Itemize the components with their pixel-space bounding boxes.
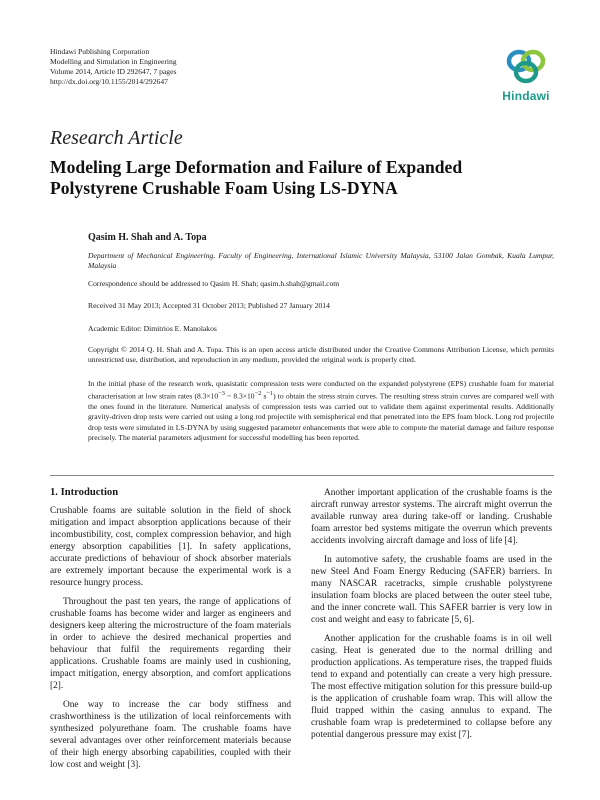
authors: Qasim H. Shah and A. Topa — [88, 232, 207, 243]
journal-header — [50, 47, 310, 87]
section-divider — [50, 475, 554, 476]
body-column-right — [311, 487, 552, 741]
abstract-text-end: ) to obtain the stress strain curves. The resulting stress strain curves are compared well with the ones found in the literature. Numerical analysis of compression tests was carried out to validate them against experimental results. Additionally gravity-driven drop tests were carried out using a long rod projectile with semispherical end that penetrated into the EPS foam block. Long rod projectile drop tests were simulated in LS-DYNA by using suggested parameter enhancements that were able to compute the material damage and failure response precisely. The material parameters adjustment for successful modelling has been reported. — [88, 391, 554, 442]
academic-editor: Academic Editor: Dimitrios E. Manolakos — [88, 324, 217, 333]
abstract — [88, 379, 554, 443]
paragraph: Crushable foams are suitable solution in the field of shock mitigation and impact absorption applications because of their incombustibility, cost, complex compression behavior, and high energy absorption capabilities [1]. In safety applications, accurate predictions of behaviour of shock absorber materials are extremely important because the experimental work is a resource hungry process. — [50, 506, 291, 588]
exponent: −2 — [254, 390, 262, 398]
paragraph: Another application for the crushable foams is in oil well casing. Heat is generated due to the normal drilling and production applications. As temperature rises, the trapped fluids tend to expand and potentially can create a very high pressure. The most effective mitigation solution for this pressure build-up is the application of crushable foam wrap. This will allow the fluid trapped within the casing annulus to expand. The crushable foam wrap is predetermined to collapse before any potential dangerous pressure may exist [7]. — [311, 634, 552, 740]
journal-name: Modelling and Simulation in Engineering — [50, 57, 177, 66]
exponent: −1 — [266, 390, 274, 398]
paragraph: One way to increase the car body stiffness and crashworthiness is the utilization of local reinforcements with synthesized polyurethane foam. The crushable foams have several advantages over other reinforcement materials because of their high energy absorbing capabilities, coupled with their low cost and weight [3]. — [50, 700, 291, 770]
article-type: Research Article — [50, 127, 183, 149]
section-heading: 1. Introduction — [50, 487, 119, 498]
abstract-text-unit: s — [261, 391, 267, 401]
hindawi-wordmark: Hindawi — [502, 89, 550, 103]
volume-info: Volume 2014, Article ID 292647, 7 pages — [50, 67, 177, 76]
paragraph: In automotive safety, the crushable foams are used in the new Steel And Foam Energy Reducing (SAFER) barriers. In many NASCAR racetracks, simple crushable polystyrene insulation foam blocks are placed between the outer steel tube, and the inner concrete wall. This SAFER barrier is very low in cost and weight and easy to fabricate [5, 6]. — [311, 555, 552, 625]
doi-link[interactable]: http://dx.doi.org/10.1155/2014/292647 — [50, 77, 168, 86]
abstract-text-range: ~ 8.3×10 — [224, 391, 255, 401]
hindawi-logo — [496, 47, 556, 107]
publisher-name: Hindawi Publishing Corporation — [50, 47, 150, 56]
copyright-notice: Copyright © 2014 Q. H. Shah and A. Topa. This is an open access article distributed under the Creative Commons Attribution License, which permits unrestricted use, distribution, and reproduction in any medium, provided the original work is properly cited. — [88, 345, 554, 365]
paragraph: Throughout the past ten years, the range of applications of crushable foams has become wider and larger as engineers and designers keep altering the microstructure of the foam materials in order to achieve the desired mechanical properties and behaviour that fulfil the requirements regarding their applications. Crushable foams are mainly used in cushioning, impact mitigation, energy absorption, and comfort applications [2]. — [50, 597, 291, 691]
correspondence: Correspondence should be addressed to Qasim H. Shah; qasim.h.shah@gmail.com — [88, 279, 340, 288]
exponent: −3 — [218, 390, 225, 398]
publication-dates: Received 31 May 2013; Accepted 31 October 2013; Published 27 January 2014 — [88, 301, 330, 310]
paper-title: Modeling Large Deformation and Failure of Expanded Polystyrene Crushable Foam Using LS-DYNA — [50, 157, 463, 198]
paragraph: Another important application of the crushable foams is the aircraft runway arrestor systems. The aircraft might overrun the available runway area during take-off or landing. Crushable foam arrestor bed systems mitigate the overrun which prevents accidents involving aircraft damage and loss of life [4]. — [311, 488, 552, 546]
abstract-text-start: In the initial phase of the research work, quasistatic compression tests were conducted on the expanded polystyrene (EPS) crushable foam for material characterisation at low strain rates (8.3×10 — [88, 379, 554, 401]
affiliation: Department of Mechanical Engineering, Faculty of Engineering, International Islamic University Malaysia, 53100 Jalan Gombak, Kuala Lumpur, Malaysia — [88, 251, 554, 271]
hindawi-rings-icon — [505, 47, 547, 87]
body-column-left — [50, 487, 291, 771]
